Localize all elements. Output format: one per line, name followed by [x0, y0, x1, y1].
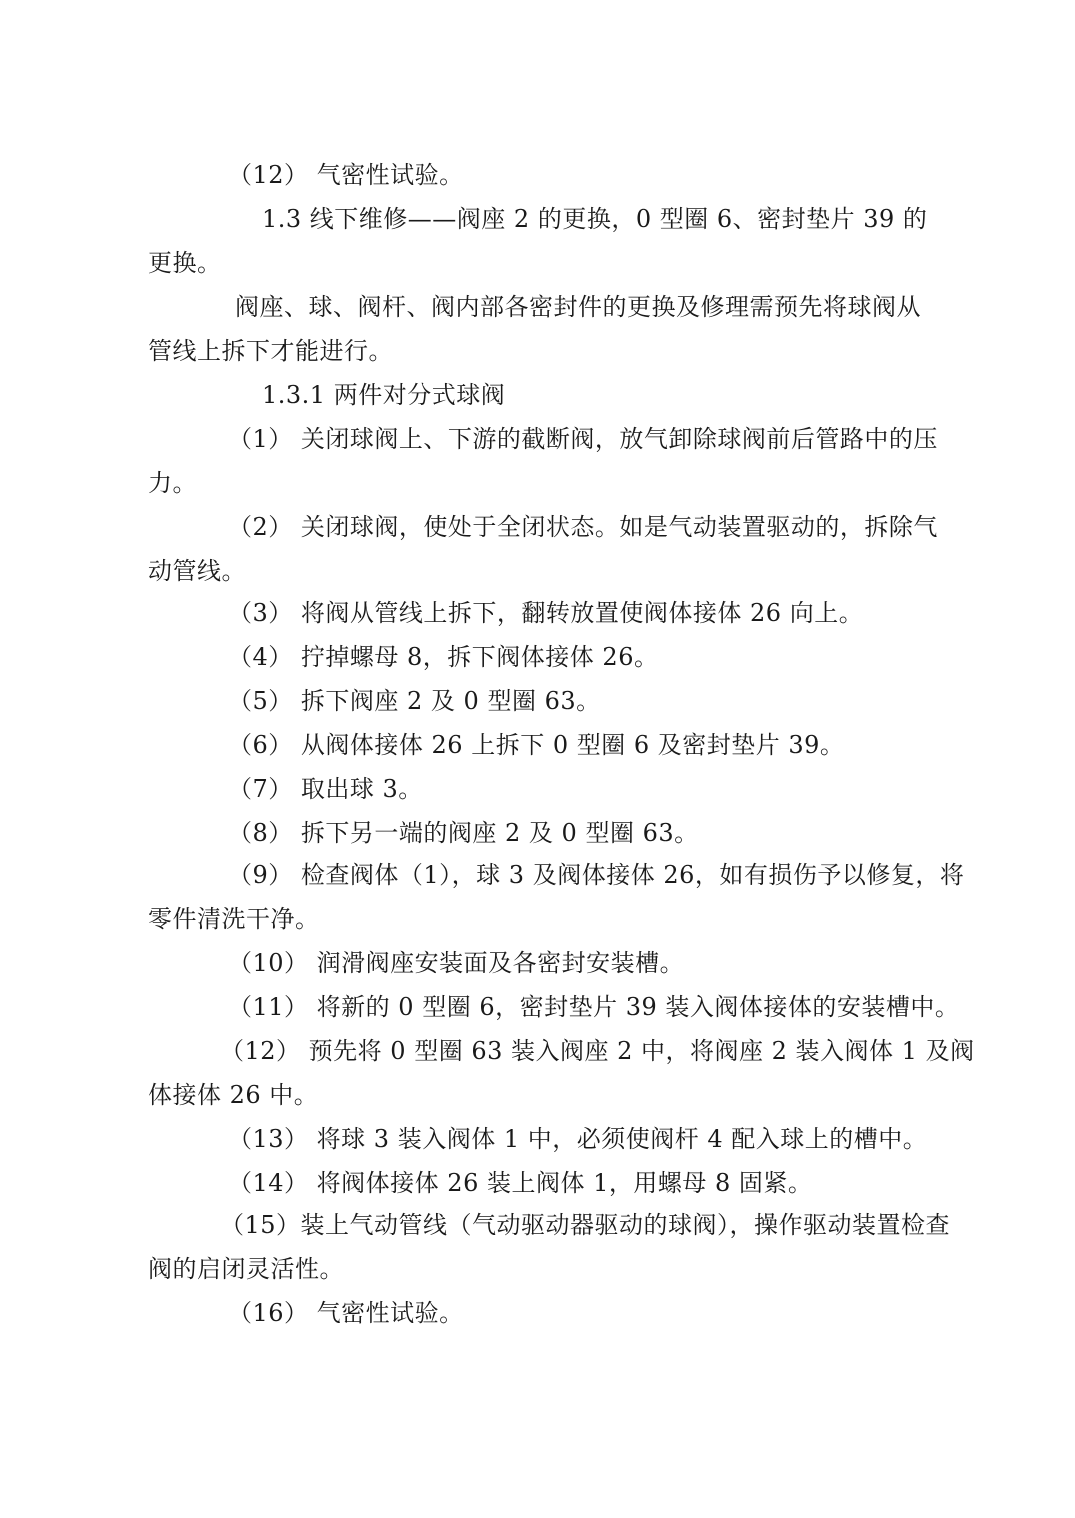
step-5: （5） 拆下阀座 2 及 0 型圈 63。 [228, 687, 601, 715]
step-10: （10） 润滑阀座安装面及各密封安装槽。 [228, 949, 685, 977]
section-1-3-heading: 1.3 线下维修——阀座 2 的更换，0 型圈 6、密封垫片 39 的 [262, 205, 928, 233]
step-1-line-1: （1） 关闭球阀上、下游的截断阀，放气卸除球阀前后管路中的压 [228, 425, 938, 453]
step-2-line-1: （2） 关闭球阀，使处于全闭状态。如是气动装置驱动的，拆除气 [228, 513, 938, 541]
step-12-pressure-test: （12） 气密性试验。 [228, 161, 464, 189]
step-12-line-1: （12） 预先将 0 型圈 63 装入阀座 2 中，将阀座 2 装入阀体 1 及阀 [220, 1037, 975, 1065]
step-7: （7） 取出球 3。 [228, 775, 423, 803]
step-8: （8） 拆下另一端的阀座 2 及 0 型圈 63。 [228, 819, 699, 847]
step-16: （16） 气密性试验。 [228, 1299, 464, 1327]
step-11: （11） 将新的 0 型圈 6，密封垫片 39 装入阀体接体的安装槽中。 [228, 993, 960, 1021]
step-15-line-1: （15）装上气动管线（气动驱动器驱动的球阀），操作驱动装置检查 [220, 1211, 951, 1239]
intro-paragraph-line-1: 阀座、球、阀杆、阀内部各密封件的更换及修理需预先将球阀从 [235, 293, 921, 321]
step-2-line-2: 动管线。 [148, 557, 246, 585]
step-14: （14） 将阀体接体 26 装上阀体 1，用螺母 8 固紧。 [228, 1169, 813, 1197]
step-3: （3） 将阀从管线上拆下，翻转放置使阀体接体 26 向上。 [228, 599, 864, 627]
step-1-line-2: 力。 [148, 469, 197, 497]
step-12-line-2: 体接体 26 中。 [148, 1081, 319, 1109]
step-9-line-1: （9） 检查阀体（1），球 3 及阀体接体 26，如有损伤予以修复，将 [228, 861, 965, 889]
section-1-3-1-heading: 1.3.1 两件对分式球阀 [262, 381, 506, 409]
step-4: （4） 拧掉螺母 8，拆下阀体接体 26。 [228, 643, 659, 671]
step-6: （6） 从阀体接体 26 上拆下 0 型圈 6 及密封垫片 39。 [228, 731, 845, 759]
section-1-3-heading-cont: 更换。 [148, 249, 222, 277]
intro-paragraph-line-2: 管线上拆下才能进行。 [148, 337, 393, 365]
step-9-line-2: 零件清洗干净。 [148, 905, 320, 933]
step-15-line-2: 阀的启闭灵活性。 [148, 1255, 344, 1283]
step-13: （13） 将球 3 装入阀体 1 中，必须使阀杆 4 配入球上的槽中。 [228, 1125, 928, 1153]
